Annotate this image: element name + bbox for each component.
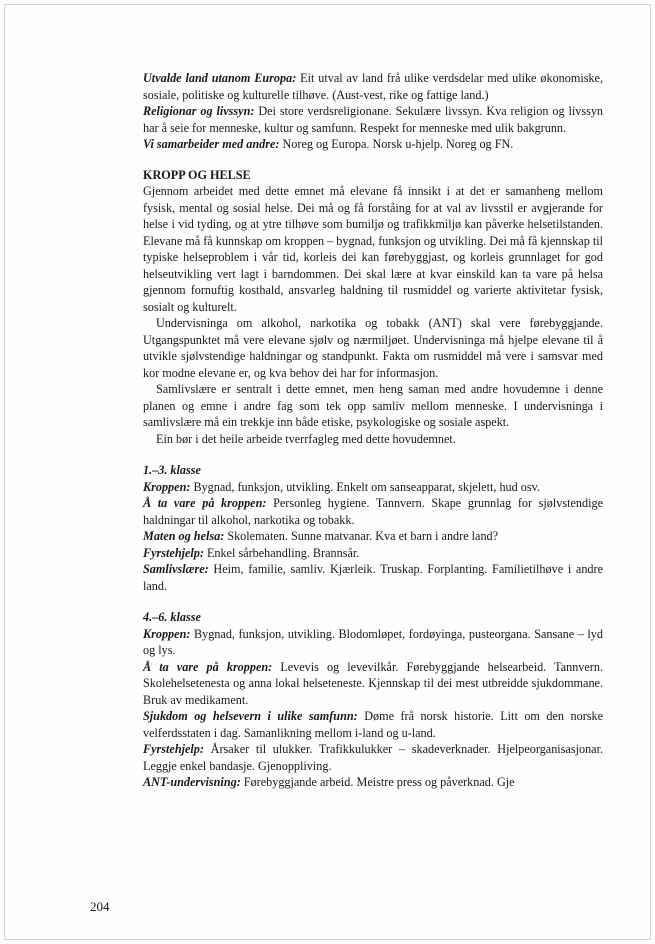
- page-content: [143, 70, 603, 791]
- entry-kroppen: [143, 626, 603, 659]
- section-paragraph: Ein bør i det heile arbeide tverrfagleg med dette hovudemnet.: [156, 431, 456, 446]
- entry-label: Utvalde land utanom Europa:: [143, 71, 297, 85]
- page-number: 204: [90, 899, 110, 914]
- entry-ta-vare: [143, 659, 603, 709]
- entry-label: Å ta vare på kroppen:: [143, 659, 273, 674]
- section-title: KROPP OG HELSE: [143, 167, 251, 182]
- entry-label: Å ta vare på kroppen:: [143, 496, 267, 510]
- entry-text: Døme frå norsk historie. Litt om den norske velferdsstaten i dag. Samanlikning mellom i-land og u-land.: [143, 709, 604, 740]
- entry-fyrstehjelp: [143, 741, 603, 774]
- entry-label: Sjukdom og helsevern i ulike samfunn:: [143, 709, 358, 723]
- section-paragraph: Undervisninga om alkohol, narkotika og tobakk (ANT) skal vere førebyggjande. Utgangspunktet må vere elevane sjølv og nærmiljøet. Undervisninga må hjelpe elevane til å utvikle sjølvstendige haldningar og standpunkt. Fakta om rusmiddel må vere i samsvar med kor modne elevane er, og kva behov dei har for informasjon.: [143, 316, 603, 380]
- entry-text: Skolematen. Sunne matvanar. Kva et barn i andre land?: [224, 529, 499, 543]
- entry-kroppen: [143, 479, 603, 496]
- entry-samarbeider: [143, 136, 603, 153]
- entry-text: Førebyggjande arbeid. Meistre press og påverknad. Gje: [240, 775, 515, 789]
- entry-text: Årsaker til ulukker. Trafikkulukker – skadeverknader. Hjelpeorganisasjonar. Leggje enkel bandasje. Gjenoppliving.: [143, 742, 603, 773]
- section-paragraph: Samlivslære er sentralt i dette emnet, men heng saman med andre hovudemne i denne planen og emne i andre fag som tek opp samliv mellom menneske. I undervisninga i samlivslære må ein trekkje inn både etiske, psykologiske og sosiale aspekt.: [143, 382, 603, 429]
- entry-text: Dei store verdsreligionane. Sekulære livssyn. Kva religion og livssyn har å seie for menneske, kultur og samfunn. Respekt for menneske med ulik bakgrunn.: [143, 104, 604, 135]
- entry-fyrstehjelp: [143, 545, 603, 562]
- entry-samlivslaere: [143, 561, 603, 594]
- entry-sjukdom: [143, 708, 603, 741]
- entry-utvalde-land: [143, 70, 603, 103]
- entry-label: Kroppen:: [143, 479, 191, 494]
- entry-text: Enkel sårbehandling. Brannsår.: [203, 545, 360, 560]
- entry-text: Eit utval av land frå ulike verdsdelar med ulike økonomiske, sosiale, politiske og kulturelle tilhøve. (Aust-vest, rike og fattige land.): [143, 71, 604, 102]
- entry-label: Fyrstehjelp:: [143, 545, 204, 560]
- grade-heading-4-6: 4.–6. klasse: [143, 610, 201, 624]
- entry-label: Maten og helsa:: [143, 529, 225, 543]
- section-paragraph: Gjennom arbeidet med dette emnet må elevane få innsikt i at det er samanheng mellom fysisk, mental og sosial helse. Dei må og få forståing for at val av livsstil er avgjerande for helse i vid tyding, og at ytre tilhøve som bumiljø og trafikkmiljø kan påverke helsetilstanden. Elevane må få kunnskap om kroppen – bygnad, funksjon og utvikling. Dei må få kjennskap til typiske helseproblem i vår tid, korleis dei kan førebyggjast, og korleis grunnlaget for god helseutvikling vert lagt i barndommen. Dei skal lære at kvar einskild kan ta vare på helsa gjennom fornuftig kosthald, ansvarleg haldning til rusmiddel og varierte aktivitetar fysisk, sosialt og kulturelt.: [143, 184, 603, 314]
- entry-label: Vi samarbeider med andre:: [143, 137, 280, 151]
- grade-heading-1-3: 1.–3. klasse: [143, 463, 201, 477]
- entry-label: Kroppen:: [143, 626, 191, 641]
- entry-text: Bygnad, funksjon, utvikling. Enkelt om sanseapparat, skjelett, hud osv.: [190, 479, 540, 494]
- entry-maten: [143, 528, 603, 545]
- entry-ant-undervisning: [143, 774, 603, 791]
- entry-religionar: [143, 103, 603, 136]
- entry-label: Fyrstehjelp:: [143, 742, 204, 756]
- entry-text: Levevis og levevilkår. Førebyggjande helsearbeid. Tannvern. Skolehelsetenesta og anna lokal helseteneste. Kjennskap til dei mest utbreidde sjukdommane. Bruk av medikament.: [143, 659, 603, 707]
- entry-label: Samlivslære:: [143, 562, 209, 576]
- entry-text: Heim, familie, samliv. Kjærleik. Truskap. Forplanting. Familietilhøve i andre land.: [143, 562, 603, 593]
- entry-ta-vare: [143, 495, 603, 528]
- entry-label: ANT-undervisning:: [143, 775, 241, 789]
- entry-label: Religionar og livssyn:: [143, 104, 255, 118]
- entry-text: Bygnad, funksjon, utvikling. Blodomløpet, fordøyinga, pusteorgana. Sansane – lyd og lys.: [143, 626, 603, 657]
- entry-text: Noreg og Europa. Norsk u-hjelp. Noreg og FN.: [279, 137, 514, 151]
- entry-text: Personleg hygiene. Tannvern. Skape grunnlag for sjølvstendige haldningar til alkohol, narkotika og tobakk.: [143, 496, 604, 527]
